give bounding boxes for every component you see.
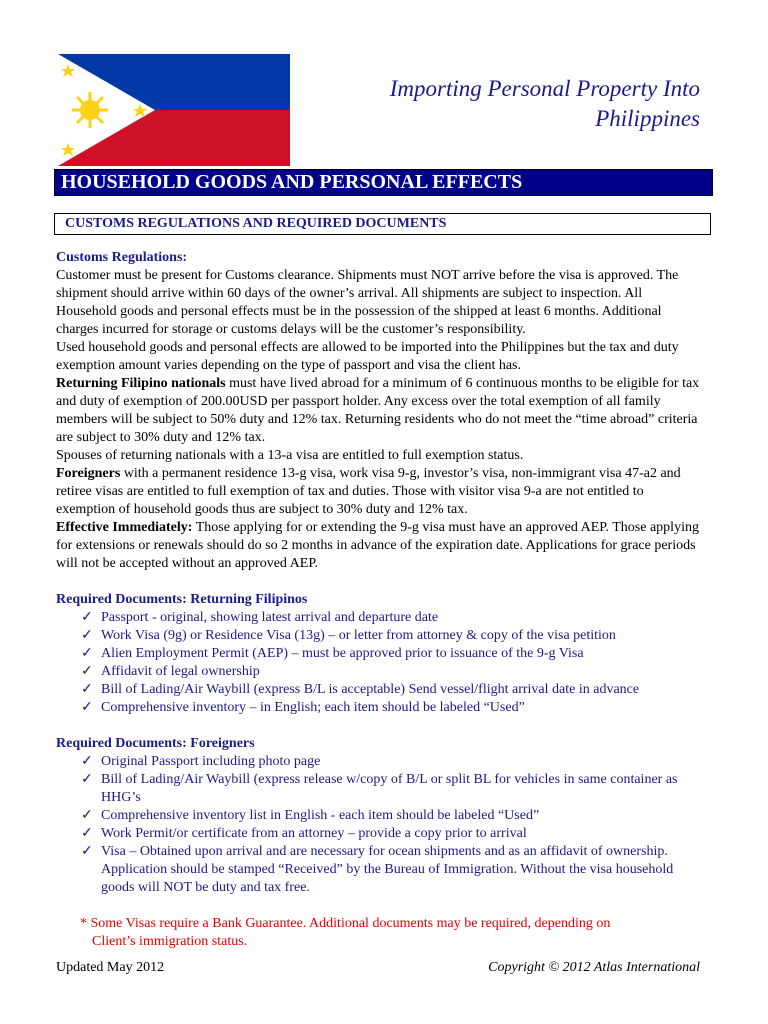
note-line-2: Client’s immigration status. [92, 934, 248, 949]
note-line-1: * Some Visas require a Bank Guarantee. Additional documents may be required, depending on [80, 916, 611, 931]
list-item [81, 807, 706, 825]
visa-note [56, 915, 706, 951]
docs-returning-heading: Required Documents: Returning Filipinos [56, 592, 308, 607]
title-line-1: Importing Personal Property Into [389, 76, 700, 101]
regulations-heading: Customs Regulations: [56, 250, 188, 265]
list-item [81, 609, 706, 627]
list-item-text: Bill of Lading/Air Waybill (express release w/copy of B/L or split BL for vehicles in same container as HHG’s [101, 772, 678, 805]
list-item-text: Affidavit of legal ownership [101, 664, 260, 679]
docs-returning-list [56, 609, 706, 717]
checkmark-icon: ✓ [81, 844, 93, 859]
checkmark-icon: ✓ [81, 682, 93, 697]
list-item-text: Bill of Lading/Air Waybill (express B/L is acceptable) Send vessel/flight arrival date in advance [101, 682, 640, 697]
title-line-2: Philippines [595, 106, 700, 131]
list-item-text: Passport - original, showing latest arrival and departure date [101, 610, 439, 625]
list-item-text: Alien Employment Permit (AEP) – must be approved prior to issuance of the 9-g Visa [101, 646, 584, 661]
list-item [81, 645, 706, 663]
list-item [81, 825, 706, 843]
list-item-text: Comprehensive inventory list in English - each item should be labeled “Used” [101, 808, 540, 823]
list-item [81, 663, 706, 681]
effective-para [56, 519, 706, 573]
checkmark-icon: ✓ [81, 700, 93, 715]
checkmark-icon: ✓ [81, 646, 93, 661]
checkmark-icon: ✓ [81, 610, 93, 625]
regulations-para-1: Customer must be present for Customs clearance. Shipments must NOT arrive before the visa is approved. The shipment should arrive within 60 days of the owner’s arrival. All shipments are subject to inspection. All Household goods and personal effects must be in the possession of the shipped at least 6 months. Additional charges incurred for storage or customs delays will be the customer’s responsibility. [56, 268, 679, 337]
list-item [81, 843, 706, 897]
page-title [300, 74, 700, 134]
list-item [81, 753, 706, 771]
list-item [81, 681, 706, 699]
document-body [56, 249, 706, 951]
subsection-banner: CUSTOMS REGULATIONS AND REQUIRED DOCUMENTS [54, 213, 711, 235]
footer-updated: Updated May 2012 [56, 960, 165, 975]
returning-text: must have lived abroad for a minimum of 6 continuous months to be eligible for tax and duty of exemption of 200.00USD per passport holder. Any excess over the total exemption of all family members will be subject to 50% duty and 12% tax. Returning residents who do not meet the “time abroad” criteria are subject to 30% duty and 12% tax. [56, 376, 700, 445]
checkmark-icon: ✓ [81, 754, 93, 769]
regulations-para-2: Used household goods and personal effects are allowed to be imported into the Philippines but the tax and duty exemption amount varies depending on the type of passport and visa the client has. [56, 340, 679, 373]
section-banner: HOUSEHOLD GOODS AND PERSONAL EFFECTS [54, 169, 713, 196]
checkmark-icon: ✓ [81, 628, 93, 643]
list-item-text: Visa – Obtained upon arrival and are necessary for ocean shipments and as an affidavit of ownership. Application should be stamped “Received” by the Bureau of Immigration. Without the visa household goods will NOT be duty and tax free. [101, 844, 674, 895]
returning-nationals-para [56, 375, 706, 447]
list-item [81, 771, 706, 807]
checkmark-icon: ✓ [81, 772, 93, 787]
spouses-para: Spouses of returning nationals with a 13-a visa are entitled to full exemption status. [56, 448, 524, 463]
docs-foreigners-heading: Required Documents: Foreigners [56, 736, 255, 751]
checkmark-icon: ✓ [81, 808, 93, 823]
checkmark-icon: ✓ [81, 826, 93, 841]
checkmark-icon: ✓ [81, 664, 93, 679]
list-item-text: Original Passport including photo page [101, 754, 321, 769]
list-item [81, 699, 706, 717]
effective-bold: Effective Immediately: [56, 520, 193, 535]
foreigners-text: with a permanent residence 13-g visa, work visa 9-g, investor’s visa, non-immigrant visa 47-a2 and retiree visas are entitled to full exemption of tax and duties. Those with visitor visa 9-a are not entitled to exemption of household goods thus are subject to 30% duty and 12% tax. [56, 466, 681, 517]
returning-bold: Returning Filipino nationals [56, 376, 226, 391]
footer-copyright: Copyright © 2012 Atlas International [488, 960, 700, 975]
effective-text: Those applying for or extending the 9-g visa must have an approved AEP. Those applying for extensions or renewals should do so 2 months in advance of the expiration date. Applications for grace periods will not be accepted without an approved AEP. [56, 520, 699, 571]
list-item-text: Comprehensive inventory – in English; each item should be labeled “Used” [101, 700, 525, 715]
philippines-flag [58, 54, 290, 166]
foreigners-bold: Foreigners [56, 466, 121, 481]
list-item [81, 627, 706, 645]
docs-foreigners-list [56, 753, 706, 897]
foreigners-para [56, 465, 706, 519]
list-item-text: Work Permit/or certificate from an attorney – provide a copy prior to arrival [101, 826, 527, 841]
list-item-text: Work Visa (9g) or Residence Visa (13g) – or letter from attorney & copy of the visa petition [101, 628, 616, 643]
